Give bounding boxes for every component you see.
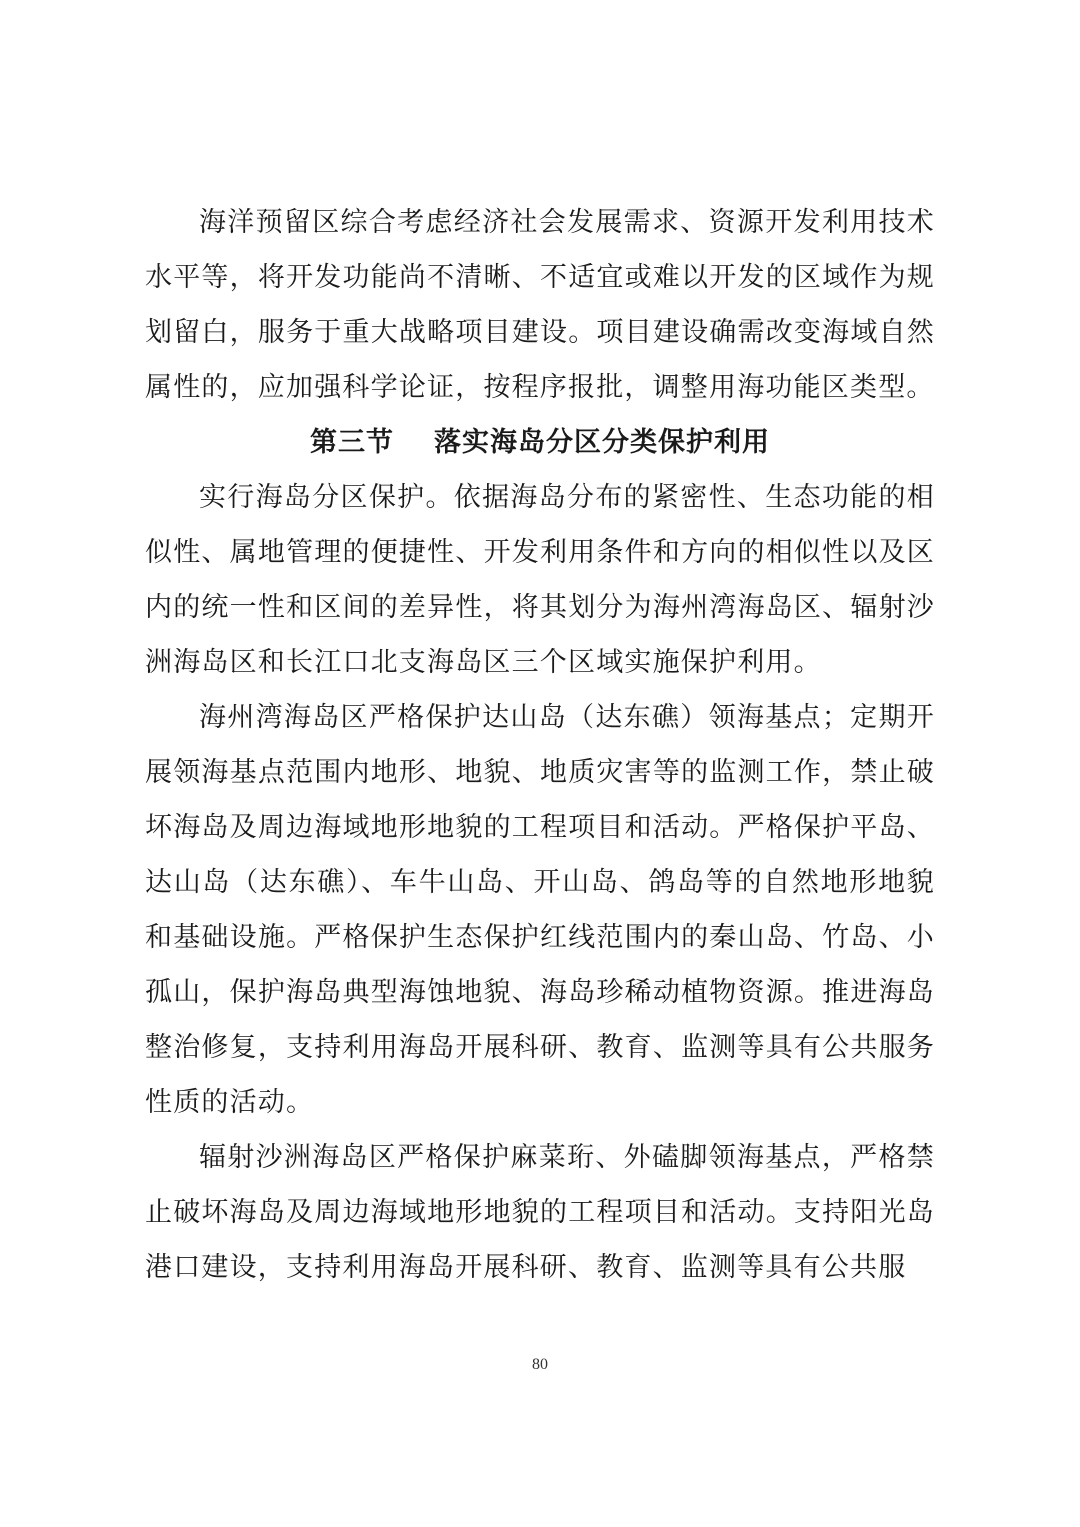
paragraph-island-zoning: 实行海岛分区保护。依据海岛分布的紧密性、生态功能的相似性、属地管理的便捷性、开发利用条件和方向的相似性以及区内的统一性和区间的差异性，将其划分为海州湾海岛区、辐射沙洲海岛区和长江口北支海岛区三个区域实施保护利用。	[145, 482, 935, 678]
body-text	[145, 195, 935, 1295]
section-heading	[145, 415, 935, 470]
paragraph-radial-sandbank: 辐射沙洲海岛区严格保护麻菜珩、外磕脚领海基点，严格禁止破坏海岛及周边海域地形地貌的工程项目和活动。支持阳光岛港口建设，支持利用海岛开展科研、教育、监测等具有公共服	[145, 1142, 935, 1283]
paragraph-marine-reserve: 海洋预留区综合考虑经济社会发展需求、资源开发利用技术水平等，将开发功能尚不清晰、不适宜或难以开发的区域作为规划留白，服务于重大战略项目建设。项目建设确需改变海域自然属性的，应加强科学论证，按程序报批，调整用海功能区类型。	[145, 207, 935, 403]
page-number: 80	[532, 1356, 548, 1373]
paragraph-haizhou-bay: 海州湾海岛区严格保护达山岛（达东礁）领海基点；定期开展领海基点范围内地形、地貌、地质灾害等的监测工作，禁止破坏海岛及周边海域地形地貌的工程项目和活动。严格保护平岛、达山岛（达东礁）、车牛山岛、开山岛、鸽岛等的自然地形地貌和基础设施。严格保护生态保护红线范围内的秦山岛、竹岛、小孤山，保护海岛典型海蚀地貌、海岛珍稀动植物资源。推进海岛整治修复，支持利用海岛开展科研、教育、监测等具有公共服务性质的活动。	[145, 702, 935, 1118]
section-number: 第三节	[310, 427, 394, 458]
section-title: 落实海岛分区分类保护利用	[434, 427, 770, 458]
